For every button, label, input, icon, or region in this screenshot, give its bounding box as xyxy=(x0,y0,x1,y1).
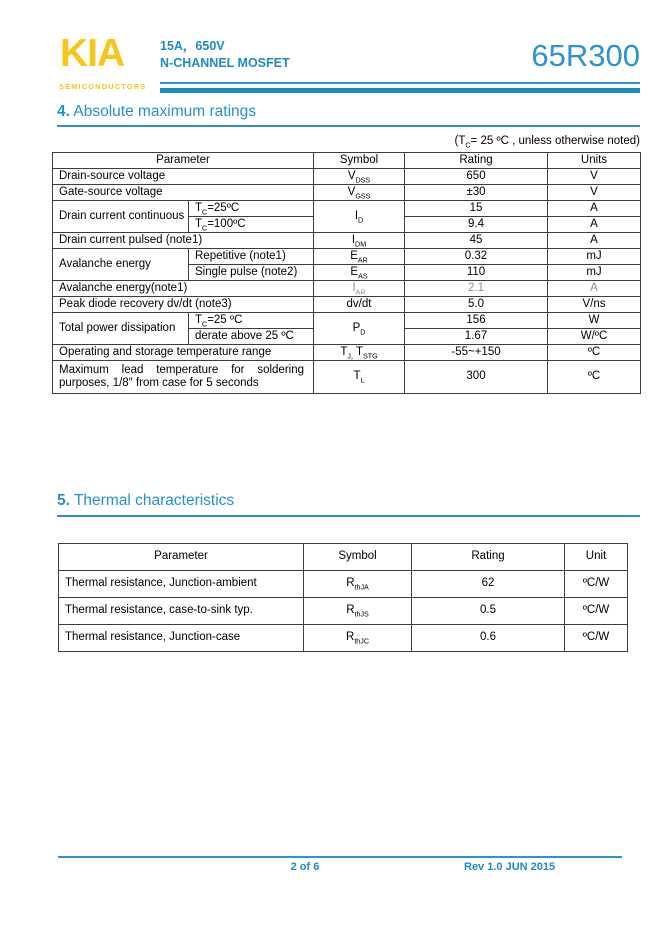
part-number: 65R300 xyxy=(531,38,640,73)
unit-cell: ºC xyxy=(548,361,641,394)
column-header-unit: Unit xyxy=(565,544,628,571)
table-row xyxy=(53,361,641,394)
table-row xyxy=(53,201,641,217)
table-row xyxy=(53,233,641,249)
unit-cell: V xyxy=(548,169,641,185)
rating-cell: 156 xyxy=(405,313,548,329)
param-cell: Peak diode recovery dv/dt (note3) xyxy=(53,297,314,313)
symbol-cell: $E_{AR}$ xyxy=(314,249,405,265)
symbol-cell: $R_{thJC}$ xyxy=(304,625,412,652)
table-row xyxy=(53,345,641,361)
rating-cell: 2.1 xyxy=(405,281,548,297)
absolute-maximum-ratings-table xyxy=(52,152,641,394)
param-cell: Drain current continuous xyxy=(53,201,189,233)
rating-cell: ±30 xyxy=(405,185,548,201)
unit-cell: ºC/W xyxy=(565,571,628,598)
table-header-row xyxy=(53,153,641,169)
unit-cell: A xyxy=(548,281,641,297)
condition-cell: Single pulse (note2) xyxy=(189,265,314,281)
condition-cell: $T_C=100ºC$ xyxy=(189,217,314,233)
column-header-rating: Rating xyxy=(412,544,565,571)
section4-title: Absolute maximum ratings xyxy=(69,103,257,120)
param-cell: Thermal resistance, Junction-case xyxy=(59,625,304,652)
param-cell: Total power dissipation xyxy=(53,313,189,345)
rating-cell: 5.0 xyxy=(405,297,548,313)
column-header-parameter: Parameter xyxy=(59,544,304,571)
rating-cell: 0.5 xyxy=(412,598,565,625)
unit-cell: W/ºC xyxy=(548,329,641,345)
page-number: 2 of 6 xyxy=(290,861,320,873)
unit-cell: ºC/W xyxy=(565,598,628,625)
column-header-units: Units xyxy=(548,153,641,169)
param-cell: Avalanche energy xyxy=(53,249,189,281)
unit-cell: mJ xyxy=(548,249,641,265)
condition-cell: derate above 25 ºC xyxy=(189,329,314,345)
section4-heading xyxy=(57,103,256,121)
symbol-cell: $I_{DM}$ xyxy=(314,233,405,249)
param-cell: Drain-source voltage xyxy=(53,169,314,185)
rating-cell: 45 xyxy=(405,233,548,249)
footer-rule xyxy=(58,856,622,858)
product-description xyxy=(160,38,290,72)
header-rule-thin xyxy=(160,82,640,84)
symbol-cell: $V_{GSS}$ xyxy=(314,185,405,201)
column-header-parameter: Parameter xyxy=(53,153,314,169)
table-row xyxy=(53,297,641,313)
revision-label: Rev 1.0 JUN 2015 xyxy=(464,861,556,873)
product-type-line: N-CHANNEL MOSFET xyxy=(160,56,290,70)
symbol-cell: $T_L$ xyxy=(314,361,405,394)
rating-cell: 1.67 xyxy=(405,329,548,345)
header-rule-thick xyxy=(160,88,640,93)
condition-cell: Repetitive (note1) xyxy=(189,249,314,265)
symbol-cell: $I_{AR}$ xyxy=(314,281,405,297)
rating-cell: 0.32 xyxy=(405,249,548,265)
rating-cell: 650 xyxy=(405,169,548,185)
unit-cell: V/ns xyxy=(548,297,641,313)
condition-note: ($T_C= 25$ ºC , unless otherwise noted) xyxy=(454,135,640,150)
condition-cell: $T_C=25$ ºC xyxy=(189,313,314,329)
symbol-cell: dv/dt xyxy=(314,297,405,313)
brand-tagline: SEMICONDUCTORS xyxy=(59,82,147,91)
rating-cell: 15 xyxy=(405,201,548,217)
table-row xyxy=(59,598,628,625)
product-rating-line: 15A，650V xyxy=(160,39,225,53)
symbol-cell: $E_{AS}$ xyxy=(314,265,405,281)
section5-heading xyxy=(57,492,234,510)
rating-cell: 110 xyxy=(405,265,548,281)
param-cell: Operating and storage temperature range xyxy=(53,345,314,361)
symbol-cell: $R_{thJA}$ xyxy=(304,571,412,598)
table-row xyxy=(59,571,628,598)
rating-cell: 0.6 xyxy=(412,625,565,652)
unit-cell: A xyxy=(548,201,641,217)
param-cell: Drain current pulsed (note1) xyxy=(53,233,314,249)
unit-cell: W xyxy=(548,313,641,329)
symbol-cell: $V_{DSS}$ xyxy=(314,169,405,185)
section5-number: 5. xyxy=(57,492,70,509)
param-cell: Thermal resistance, Junction-ambient xyxy=(59,571,304,598)
rating-cell: 62 xyxy=(412,571,565,598)
table-header-row xyxy=(59,544,628,571)
rating-cell: 300 xyxy=(405,361,548,394)
rating-cell: -55~+150 xyxy=(405,345,548,361)
unit-cell: A xyxy=(548,233,641,249)
table-row xyxy=(53,185,641,201)
condition-cell: $T_C=25ºC$ xyxy=(189,201,314,217)
table-row xyxy=(53,313,641,329)
column-header-symbol: Symbol xyxy=(314,153,405,169)
section4-underline xyxy=(57,125,640,127)
table-row xyxy=(53,249,641,265)
column-header-symbol: Symbol xyxy=(304,544,412,571)
unit-cell: V xyxy=(548,185,641,201)
table-row xyxy=(53,169,641,185)
thermal-characteristics-table xyxy=(58,543,628,652)
unit-cell: A xyxy=(548,217,641,233)
param-cell: Maximum lead temperature for soldering purposes, 1/8″ from case for 5 seconds xyxy=(53,361,314,394)
rating-cell: 9.4 xyxy=(405,217,548,233)
symbol-cell: $P_D$ xyxy=(314,313,405,345)
table-row xyxy=(53,281,641,297)
symbol-cell: $R_{thJS}$ xyxy=(304,598,412,625)
unit-cell: mJ xyxy=(548,265,641,281)
symbol-cell: $I_D$ xyxy=(314,201,405,233)
section5-underline xyxy=(57,515,640,517)
section5-title: Thermal characteristics xyxy=(69,492,235,509)
table-row xyxy=(59,625,628,652)
unit-cell: ºC xyxy=(548,345,641,361)
unit-cell: ºC/W xyxy=(565,625,628,652)
param-cell: Avalanche energy(note1) xyxy=(53,281,314,297)
param-cell: Thermal resistance, case-to-sink typ. xyxy=(59,598,304,625)
section4-number: 4. xyxy=(57,103,70,120)
symbol-cell: $T_{J,}$ $T_{STG}$ xyxy=(314,345,405,361)
brand-logo: KIA xyxy=(60,32,125,75)
param-cell: Gate-source voltage xyxy=(53,185,314,201)
column-header-rating: Rating xyxy=(405,153,548,169)
